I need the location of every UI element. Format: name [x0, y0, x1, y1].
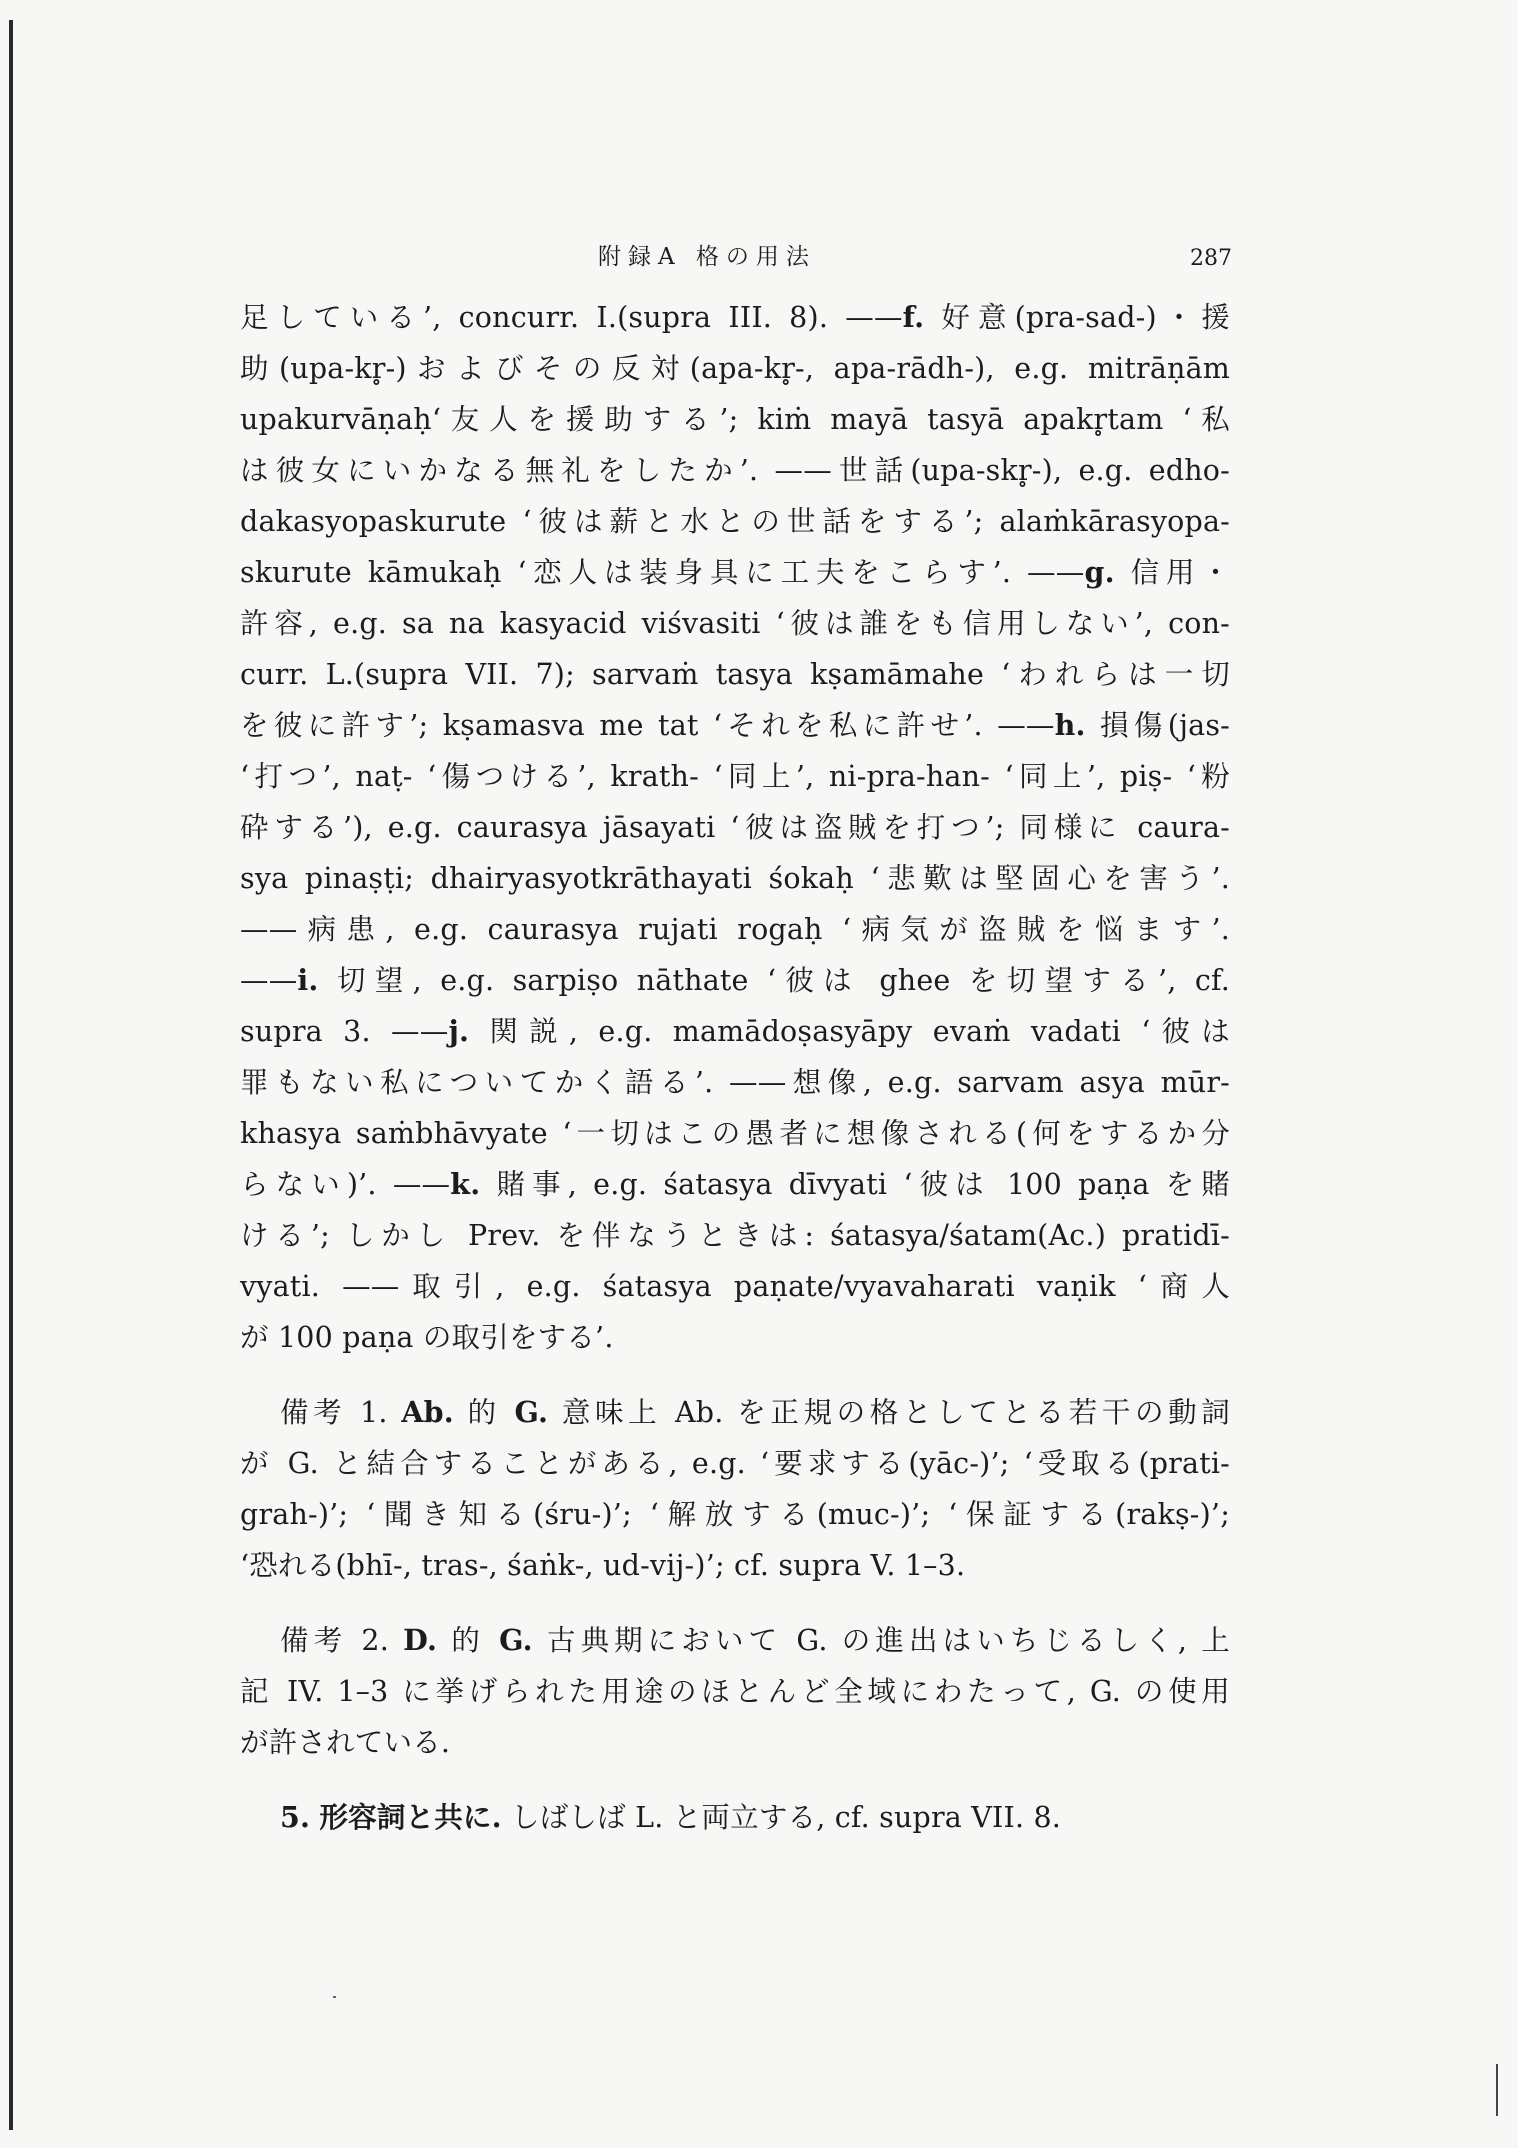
- text-line: [240, 394, 1230, 445]
- text-run: 切望, e.g. sarpiṣo nāthate ‘彼は ghee を切望する’, cf.: [318, 964, 1230, 997]
- text-run: 足している’, concurr. I.(supra III. 8). ——: [240, 301, 903, 334]
- text-line: [240, 853, 1230, 904]
- text-run: が許されている.: [240, 1726, 451, 1759]
- text-line: [240, 1489, 1230, 1540]
- bold-run: g.: [1084, 555, 1115, 589]
- text-run: 的: [453, 1396, 515, 1429]
- text-run: 的: [437, 1624, 500, 1657]
- text-run: が 100 paṇa の取引をする’.: [240, 1321, 614, 1354]
- text-run: upakurvāṇaḥ‘友人を援助する’; kiṁ mayā tasyā apakr̥tam ‘私: [240, 403, 1230, 436]
- text-run: ける’; しかし Prev. を伴なうときは: śatasya/śatam(Ac.) pratidī-: [240, 1219, 1230, 1252]
- text-run: 備考 2.: [280, 1624, 404, 1657]
- text-run: 助(upa-kr̥-)およびその反対(apa-kr̥-, apa-rādh-), e.g. mitrāṇām: [240, 352, 1230, 385]
- scan-edge-mark: [1496, 2064, 1498, 2116]
- text-run: らない)’. ——: [240, 1168, 451, 1201]
- text-run: 賭事, e.g. śatasya dīvyati ‘彼は 100 paṇa を賭: [480, 1168, 1230, 1201]
- page-text: [240, 292, 1230, 1843]
- text-run: 意味上 Ab. を正規の格としてとる若干の動詞: [548, 1396, 1231, 1429]
- text-line: [240, 1387, 1230, 1438]
- text-line: [240, 445, 1230, 496]
- text-run: 記 IV. 1–3 に挙げられた用途のほとんど全域にわたって, G. の使用: [240, 1675, 1230, 1708]
- bold-run: Ab.: [401, 1395, 454, 1429]
- text-line: [240, 649, 1230, 700]
- bold-run: D.: [403, 1623, 438, 1657]
- text-run: khasya saṁbhāvyate ‘一切はこの愚者に想像される(何をするか分: [240, 1117, 1230, 1150]
- text-line: [240, 1108, 1230, 1159]
- text-run: 信用・: [1114, 556, 1230, 589]
- bold-run: G.: [499, 1623, 533, 1657]
- bold-run: 5.: [280, 1800, 311, 1834]
- paragraph-note-2: [240, 1615, 1230, 1768]
- text-line: [240, 598, 1230, 649]
- text-line: [240, 1057, 1230, 1108]
- bold-run: G.: [514, 1395, 549, 1429]
- text-run: supra 3. ——: [240, 1015, 449, 1048]
- text-run: ‘恐れる(bhī-, tras-, śaṅk-, ud-vij-)’; cf. supra V. 1–3.: [240, 1549, 966, 1582]
- text-run: 好意(pra-sad-)・援: [924, 301, 1230, 334]
- paragraph-note-1: [240, 1387, 1230, 1591]
- scan-speck: [333, 1996, 336, 1998]
- page-binding-edge: [9, 20, 13, 2130]
- text-line: [240, 1540, 1230, 1591]
- text-line: [240, 904, 1230, 955]
- bold-run: h.: [1054, 708, 1086, 742]
- text-line: [240, 1615, 1230, 1666]
- text-run: 罪もない私についてかく語る’. ——想像, e.g. sarvam asya mūr-: [240, 1066, 1230, 1099]
- text-line: [240, 700, 1230, 751]
- text-run: を彼に許す’; kṣamasva me tat ‘それを私に許せ’. ——: [240, 709, 1055, 742]
- text-run: 砕する’), e.g. caurasya jāsayati ‘彼は盗賊を打つ’; 同様に caura-: [240, 811, 1230, 844]
- text-run: ‘打つ’, naṭ- ‘傷つける’, krath- ‘同上’, ni-pra-han- ‘同上’, piṣ- ‘粉: [240, 760, 1230, 793]
- text-line: [240, 343, 1230, 394]
- text-line: [240, 1792, 1230, 1843]
- text-line: [240, 802, 1230, 853]
- text-run: vyati. ——取引, e.g. śatasya paṇate/vyavaharati vaṇik ‘商人: [240, 1270, 1230, 1303]
- text-line: [240, 955, 1230, 1006]
- text-run: は彼女にいかなる無礼をしたか’. ——世話(upa-skr̥-), e.g. edho-: [240, 454, 1230, 487]
- text-run: dakasyopaskurute ‘彼は薪と水との世話をする’; alaṁkārasyopa-: [240, 505, 1230, 538]
- paragraph-case-uses: [240, 292, 1230, 1363]
- text-run: curr. L.(supra VII. 7); sarvaṁ tasya kṣamāmahe ‘われらは一切: [240, 658, 1230, 691]
- text-run: skurute kāmukaḥ ‘恋人は装身具に工夫をこらす’. ——: [240, 556, 1085, 589]
- text-line: [240, 292, 1230, 343]
- text-line: [240, 1210, 1230, 1261]
- text-run: 備考 1.: [280, 1396, 402, 1429]
- text-line: [240, 1717, 1230, 1768]
- text-run: しばしば L. と両立する, cf. supra VII. 8.: [501, 1801, 1062, 1834]
- text-line: [240, 496, 1230, 547]
- text-run: 関説, e.g. mamādoṣasyāpy evaṁ vadati ‘彼は: [469, 1015, 1230, 1048]
- text-line: [240, 1006, 1230, 1057]
- text-run: grah-)’; ‘聞き知る(śru-)’; ‘解放する(muc-)’; ‘保証する(rakṣ-)’;: [240, 1498, 1230, 1531]
- text-line: [240, 547, 1230, 598]
- text-run: 許容, e.g. sa na kasyacid viśvasiti ‘彼は誰をも信用しない’, con-: [240, 607, 1230, 640]
- page-number: 287: [1190, 246, 1232, 271]
- bold-run: i.: [297, 963, 319, 997]
- running-head: 附録A 格の用法: [598, 244, 816, 270]
- text-line: [240, 1159, 1230, 1210]
- text-run: ——病患, e.g. caurasya rujati rogaḥ ‘病気が盗賊を悩ます’.: [240, 913, 1230, 946]
- text-line: [240, 751, 1230, 802]
- paragraph-section-5: [240, 1792, 1230, 1843]
- text-line: [240, 1438, 1230, 1489]
- text-line: [240, 1312, 1230, 1363]
- bold-run: j.: [448, 1014, 470, 1048]
- text-line: [240, 1261, 1230, 1312]
- bold-run: k.: [450, 1167, 481, 1201]
- text-line: [240, 1666, 1230, 1717]
- text-run: 損傷(jas-: [1085, 709, 1230, 742]
- bold-run: 形容詞と共に.: [319, 1800, 502, 1834]
- text-run: 古典期において G. の進出はいちじるしく, 上: [532, 1624, 1231, 1657]
- text-run: sya pinaṣṭi; dhairyasyotkrāthayati śokaḥ ‘悲歎は堅固心を害う’.: [240, 862, 1230, 895]
- bold-run: f.: [902, 300, 925, 334]
- text-run: ——: [240, 964, 298, 997]
- text-run: が G. と結合することがある, e.g. ‘要求する(yāc-)’; ‘受取る(prati-: [240, 1447, 1230, 1480]
